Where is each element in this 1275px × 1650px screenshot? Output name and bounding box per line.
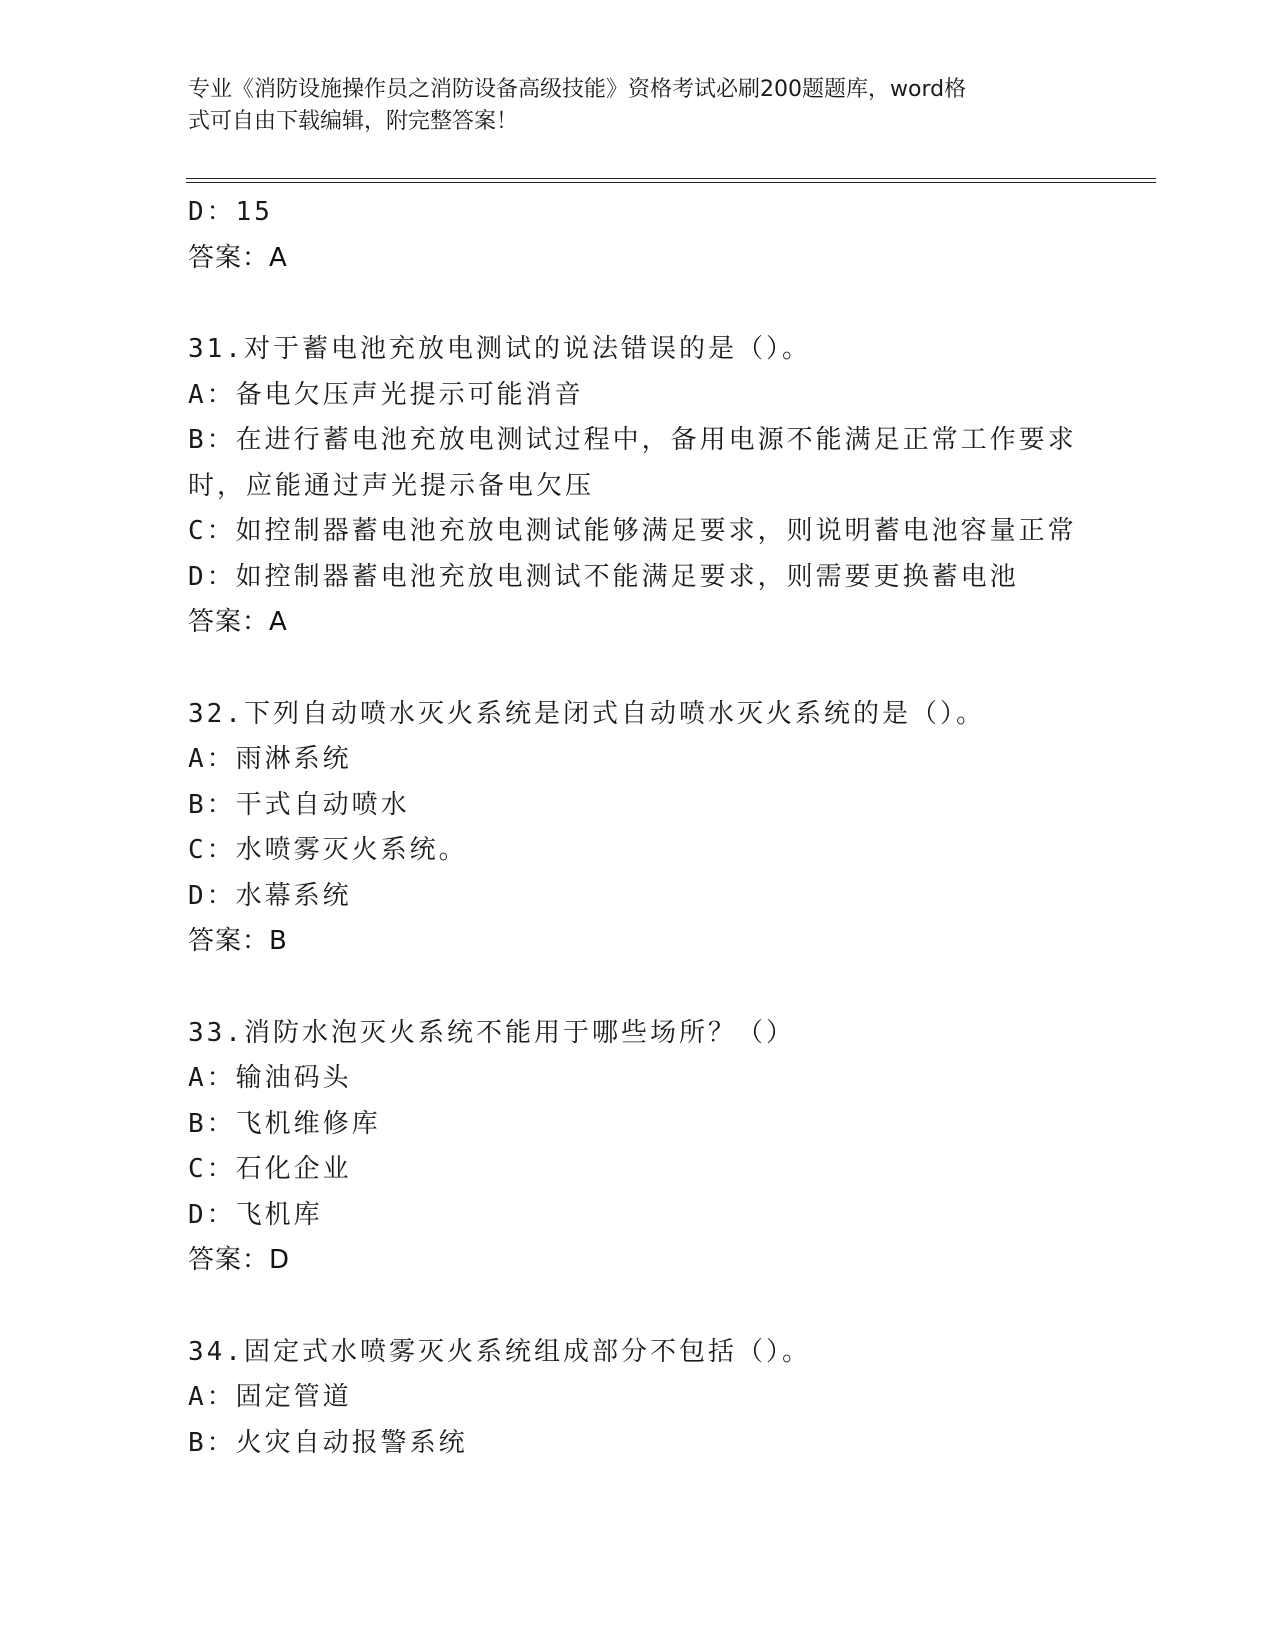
option-a: A：输油码头 [188,1063,352,1093]
option-d: D：飞机库 [188,1199,323,1230]
question-34 [188,1330,1088,1467]
option-c: C：石化企业 [188,1154,352,1184]
header-line-2: 式可自由下载编辑，附完整答案！ [188,109,519,134]
option-d: D：15 [188,197,273,227]
question-stem: 32.下列自动喷水灭火系统是闭式自动喷水灭火系统的是（）。 [188,698,985,729]
option-b: B：火灾自动报警系统 [188,1427,468,1458]
question-stem: 34.固定式水喷雾灭火系统组成部分不包括（）。 [188,1336,811,1367]
option-b: B：干式自动喷水 [188,789,410,820]
answer-line: 答案：A [188,607,288,637]
page-header [188,74,1068,138]
question-list [188,190,1088,1466]
option-d: D：水幕系统 [188,880,352,911]
previous-question-tail [188,190,1088,281]
question-31 [188,327,1088,646]
answer-line: 答案：A [188,242,288,273]
question-33 [188,1011,1088,1284]
option-a: A：备电欠压声光提示可能消音 [188,379,584,410]
spacer [188,965,1088,1011]
spacer [188,281,1088,327]
option-a: A：固定管道 [188,1382,352,1412]
header-line-1: 专业《消防设施操作员之消防设备高级技能》资格考试必刷200题题库，word格 [188,77,967,102]
option-b-continued: 时，应能通过声光提示备电欠压 [188,470,595,501]
question-stem: 31.对于蓄电池充放电测试的说法错误的是（）。 [188,334,811,364]
question-32 [188,692,1088,965]
spacer [188,1284,1088,1330]
option-d: D：如控制器蓄电池充放电测试不能满足要求，则需要更换蓄电池 [188,561,1019,592]
option-a: A：雨淋系统 [188,744,352,774]
question-stem: 33.消防水泡灭火系统不能用于哪些场所？（） [188,1017,795,1048]
answer-line: 答案：B [188,926,288,956]
option-b: B：在进行蓄电池充放电测试过程中，备用电源不能满足正常工作要求 [188,425,1077,455]
answer-line: 答案：D [188,1245,291,1275]
header-divider [186,178,1156,183]
option-b: B：飞机维修库 [188,1108,381,1139]
option-c: C：水喷雾灭火系统。 [188,835,468,865]
option-c: C：如控制器蓄电池充放电测试能够满足要求，则说明蓄电池容量正常 [188,516,1077,546]
spacer [188,646,1088,692]
